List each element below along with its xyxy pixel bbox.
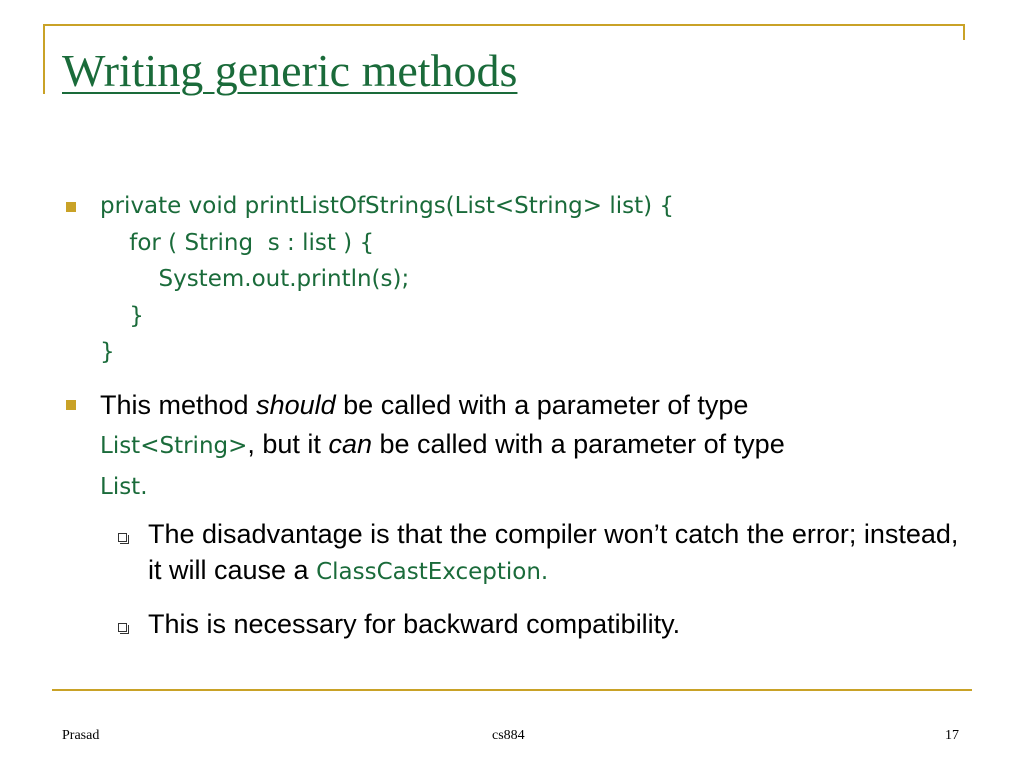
text-run: The disadvantage is that the compiler won’t catch the error; instead, it will cause a	[148, 519, 959, 585]
footer-page-number: 17	[945, 728, 959, 743]
sub-bullet-icon	[118, 533, 127, 542]
frame-top-line	[43, 24, 965, 26]
bullet-paragraph	[100, 386, 980, 507]
code-classcastexception: ClassCastException.	[316, 559, 549, 585]
code-line: }	[100, 302, 144, 329]
sub-bullet-disadvantage	[148, 516, 968, 590]
code-line: for ( String s : list ) {	[100, 229, 375, 256]
code-list: List.	[100, 474, 148, 500]
text-run: be called with a parameter of type	[371, 429, 785, 459]
code-line: }	[100, 339, 115, 365]
emphasis-can: can	[328, 429, 372, 459]
footer-author: Prasad	[62, 728, 100, 743]
code-block	[100, 188, 674, 371]
bullet-square-icon	[66, 202, 76, 212]
slide-title: Writing generic methods	[62, 45, 518, 96]
code-line: System.out.println(s);	[100, 266, 410, 292]
code-list-string: List<String>	[100, 433, 248, 459]
frame-right-tick	[963, 24, 965, 40]
footer-course: cs884	[492, 728, 525, 743]
emphasis-should: should	[256, 390, 336, 420]
text-run: be called with a parameter of type	[335, 390, 749, 420]
text-run: This method	[100, 390, 257, 420]
code-line: private void printListOfStrings(List<String> list) {	[100, 193, 675, 219]
bullet-square-icon	[66, 400, 76, 410]
text-run: , but it	[247, 429, 329, 459]
frame-vertical-line	[43, 24, 45, 94]
footer-rule	[52, 689, 972, 691]
sub-bullet-compatibility: This is necessary for backward compatibility.	[148, 609, 681, 639]
sub-bullet-icon	[118, 623, 127, 632]
